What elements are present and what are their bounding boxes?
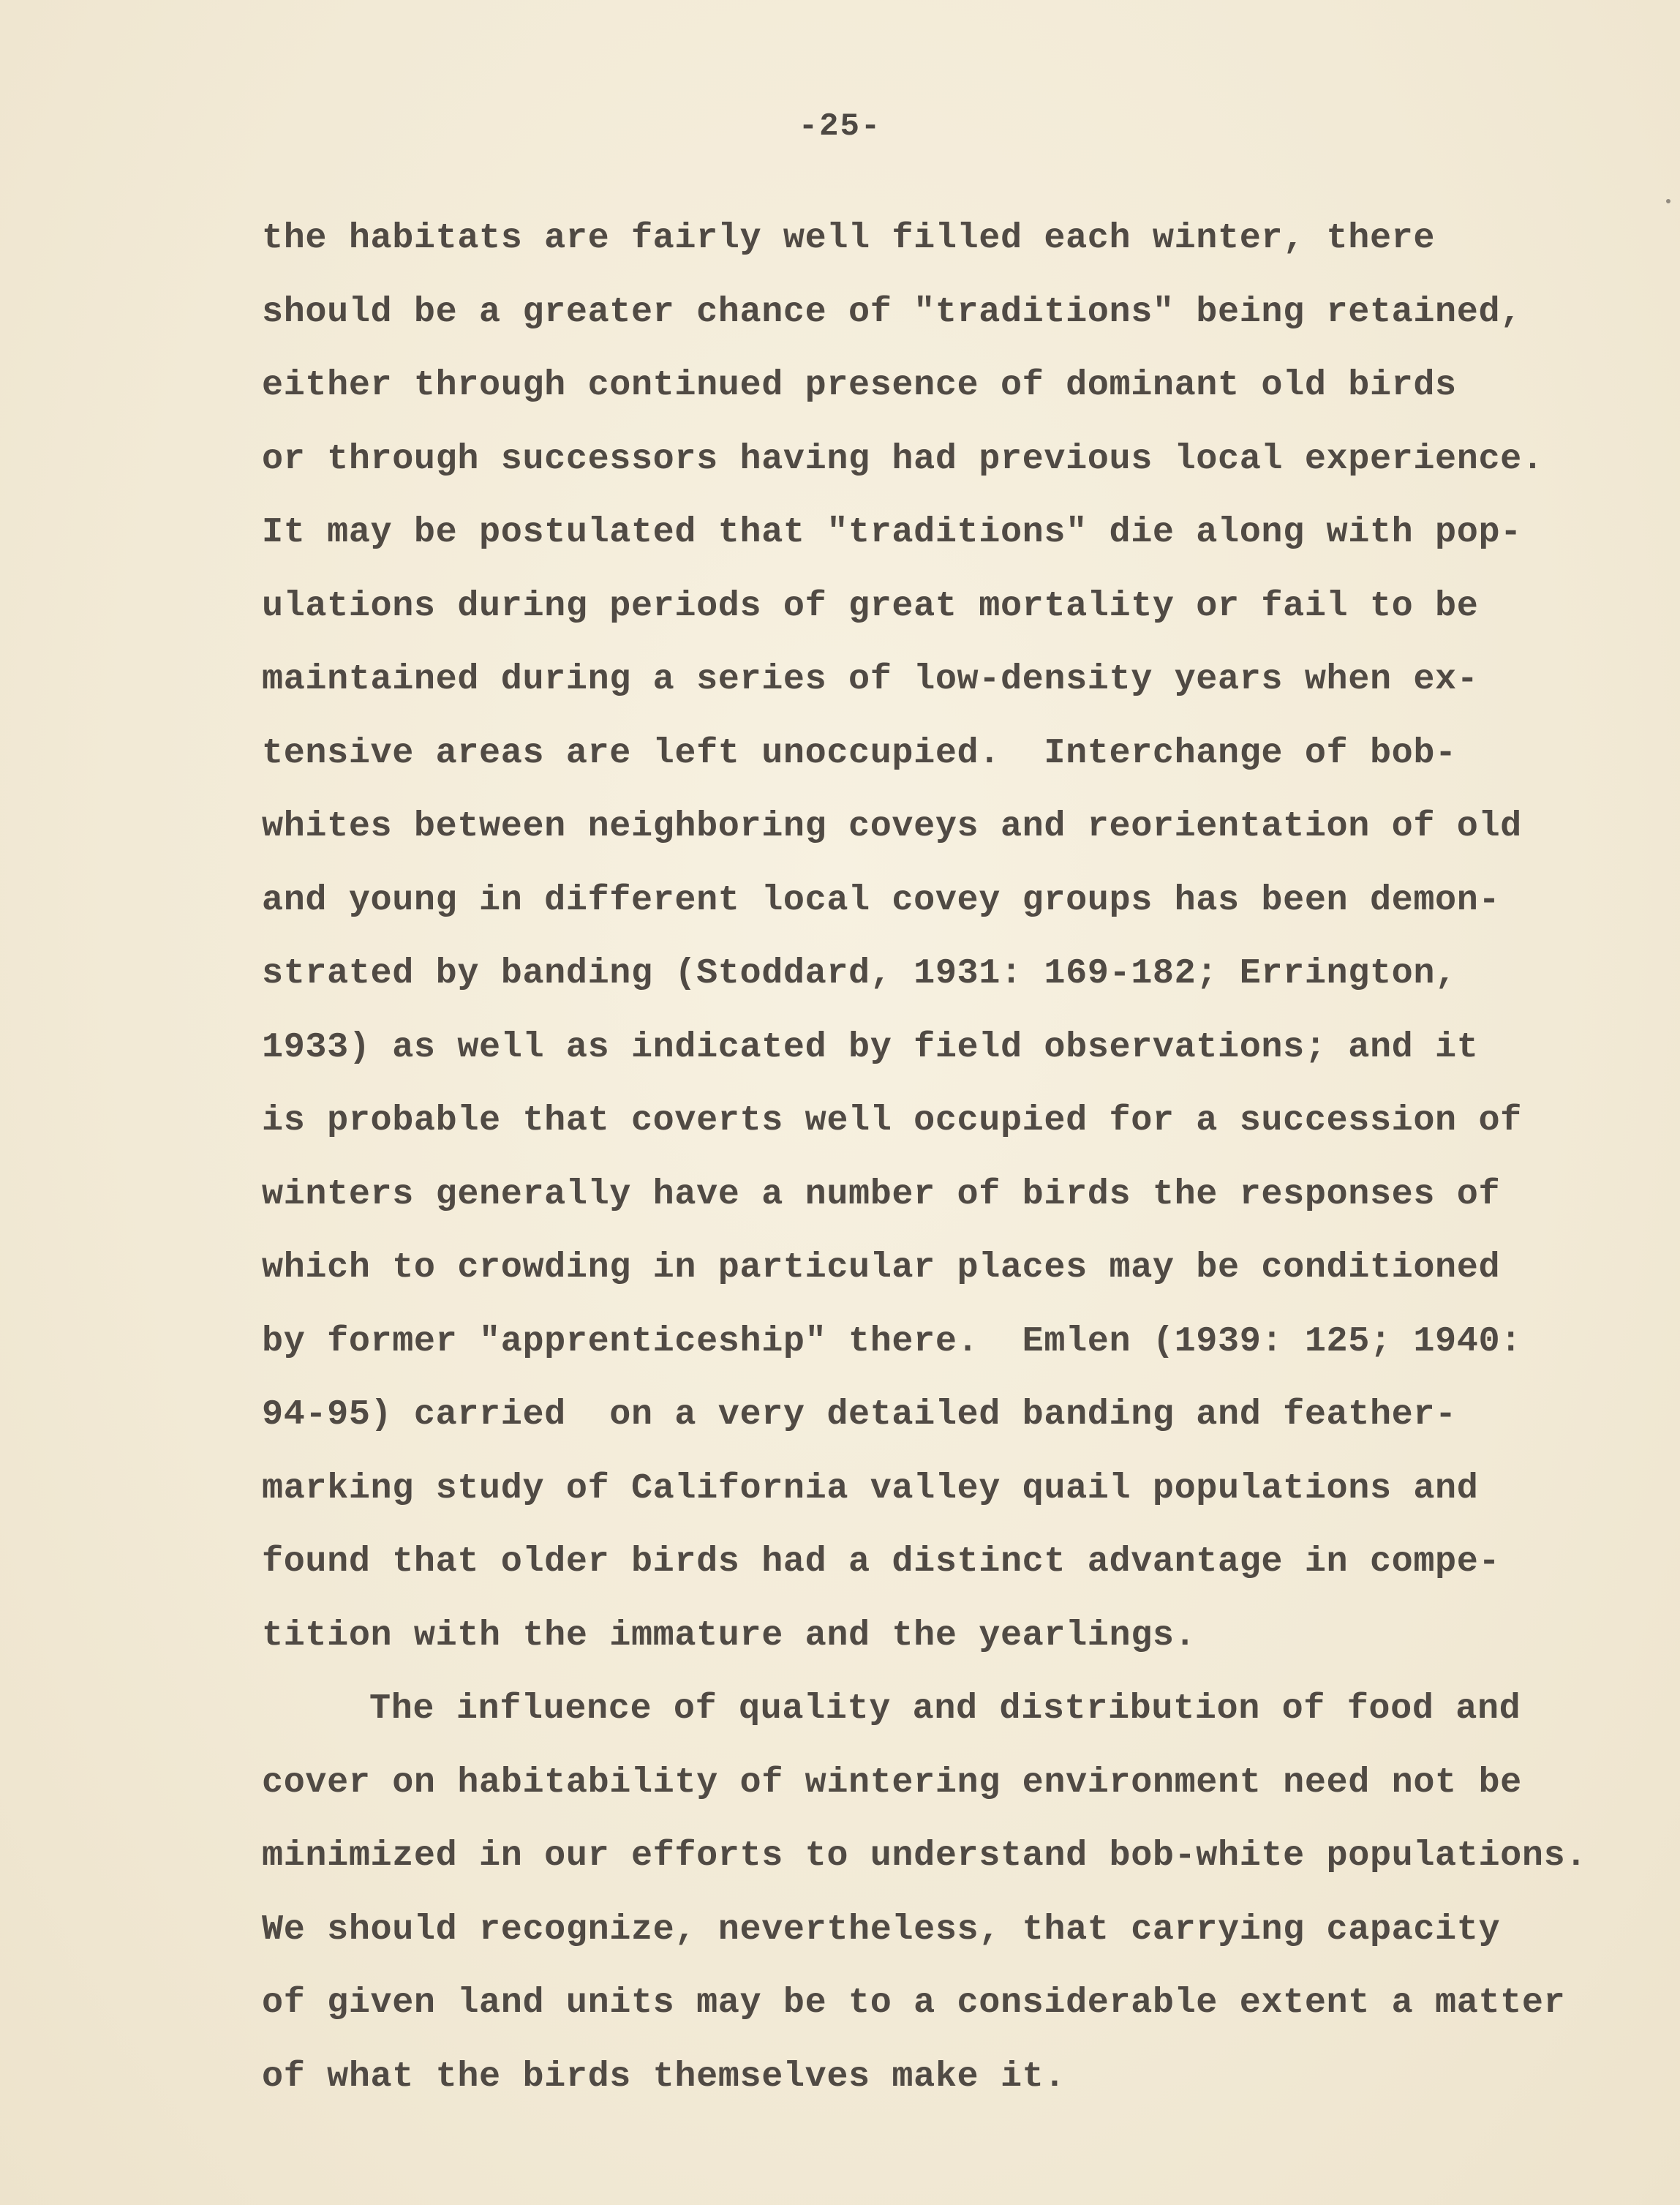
- text-line: tensive areas are left unoccupied. Interchange of bob-: [262, 733, 1457, 773]
- text-line: whites between neighboring coveys and reorientation of old: [262, 806, 1522, 846]
- text-line: The influence of quality and distribution of food and: [369, 1689, 1521, 1729]
- text-line: maintained during a series of low-density years when ex-: [262, 659, 1479, 699]
- text-line: by former "apprenticeship" there. Emlen (1939: 125; 1940:: [262, 1321, 1522, 1361]
- text-line: strated by banding (Stoddard, 1931: 169-182; Errington,: [262, 953, 1457, 993]
- text-line: the habitats are fairly well filled each winter, there: [262, 218, 1436, 258]
- text-line: We should recognize, nevertheless, that carrying capacity: [262, 1909, 1501, 1950]
- text-line: should be a greater chance of "traditions" being retained,: [262, 292, 1522, 332]
- text-line: is probable that coverts well occupied for a succession of: [262, 1100, 1522, 1141]
- text-line: winters generally have a number of birds the responses of: [262, 1174, 1501, 1214]
- text-line: and young in different local covey groups has been demon-: [262, 880, 1501, 920]
- text-line: which to crowding in particular places may be conditioned: [262, 1247, 1501, 1288]
- paper-speck: [1666, 199, 1670, 203]
- text-line: of given land units may be to a considerable extent a matter: [262, 1983, 1566, 2023]
- text-line: minimized in our efforts to understand bob-white populations.: [262, 1836, 1587, 1876]
- text-line: of what the birds themselves make it.: [262, 2056, 1066, 2097]
- text-line: either through continued presence of dominant old birds: [262, 365, 1457, 405]
- text-line: found that older birds had a distinct advantage in compe-: [262, 1541, 1501, 1582]
- text-line: 94-95) carried on a very detailed banding and feather-: [262, 1394, 1457, 1435]
- text-line: cover on habitability of wintering environment need not be: [262, 1762, 1522, 1803]
- text-line: or through successors having had previous local experience.: [262, 439, 1544, 479]
- text-line: It may be postulated that "traditions" die along with pop-: [262, 512, 1522, 552]
- text-line: tition with the immature and the yearlings.: [262, 1615, 1197, 1656]
- page-number: -25-: [798, 108, 882, 145]
- text-line: marking study of California valley quail populations and: [262, 1468, 1479, 1509]
- text-line: 1933) as well as indicated by field observations; and it: [262, 1027, 1479, 1067]
- text-line: ulations during periods of great mortality or fail to be: [262, 586, 1479, 626]
